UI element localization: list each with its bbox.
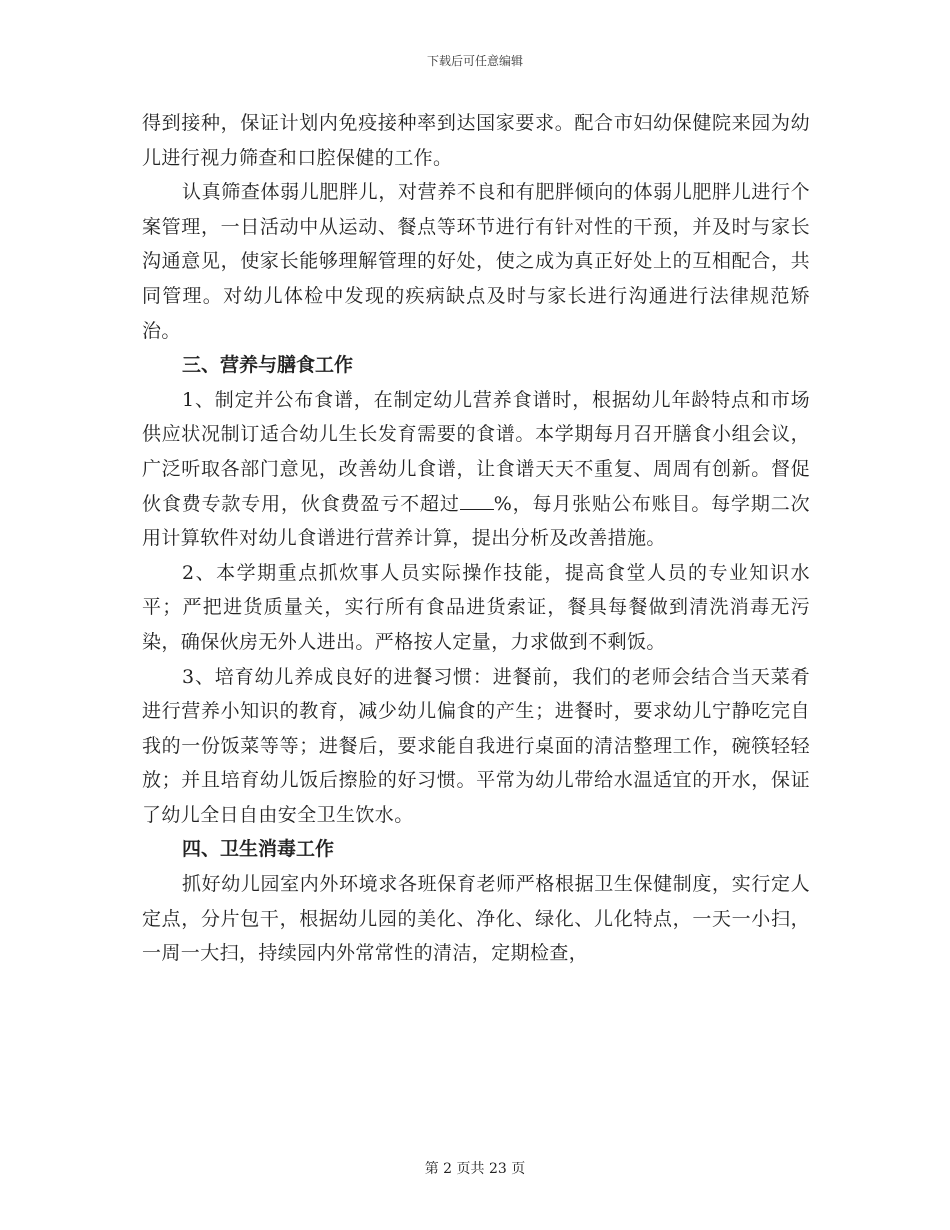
paragraph-eating-habits: 3、培育幼儿养成良好的进餐习惯：进餐前，我们的老师会结合当天菜肴进行营养小知识的教育，减少幼儿偏食的产生；进餐时，要求幼儿宁静吃完自我的一份饭菜等等；进餐后，要求能自我进行桌面的清洁整理工作，碗筷轻轻放；并且培育幼儿饭后擦脸的好习惯。平常为幼儿带给水温适宜的开水，保证了幼儿全日自由安全卫生饮水。 [142,665,810,826]
paragraph-kitchen-staff: 2、本学期重点抓炊事人员实际操作技能，提高食堂人员的专业知识水平；严把进货质量关，实行所有食品进货索证，餐具每餐做到清洗消毒无污染，确保伙房无外人进出。严格按人定量，力求做到不剩饭。 [142,561,810,653]
paragraph-cleaning: 抓好幼儿园室内外环境求各班保育老师严格根据卫生保健制度，实行定人定点，分片包干，根据幼儿园的美化、净化、绿化、儿化特点，一天一小扫，一周一大扫，持续园内外常常性的清洁，定期检查， [142,873,810,965]
section-heading-nutrition: 三、营养与膳食工作 [182,354,354,377]
paragraph-recipe-part1: 1、制定并公布食谱，在制定幼儿营养食谱时，根据幼儿年龄特点和市场供应状况制订适合幼儿生长发育需要的食谱。本学期每月召开膳食小组会议，广泛听取各部门意见，改善幼儿食谱，让食谱天天不重复、周周有创新。督促伙食费专款专用，伙食费盈亏不超过 [142,388,810,515]
paragraph-recipe [142,383,810,556]
page-number: 第 2 页共 23 页 [424,1161,526,1177]
paragraph-recipe-part2: %，每月张贴公布账目。每学期二次用计算软件对幼儿食谱进行营养计算，提出分析及改善措施。 [142,492,810,550]
section-heading-hygiene: 四、卫生消毒工作 [182,838,335,861]
document-body [142,106,810,971]
paragraph-weak-obese-children: 认真筛查体弱儿肥胖儿，对营养不良和有肥胖倾向的体弱儿肥胖儿进行个案管理，一日活动中从运动、餐点等环节进行有针对性的干预，并及时与家长沟通意见，使家长能够理解管理的好处，使之成为真正好处上的互相配合，共同管理。对幼儿体检中发现的疾病缺点及时与家长进行沟通进行法律规范矫治。 [142,181,810,342]
fill-in-blank [460,495,494,510]
page-header-note: 下载后可任意编辑 [426,54,523,68]
paragraph-immunization: 得到接种，保证计划内免疫接种率到达国家要求。配合市妇幼保健院来园为幼儿进行视力筛查和口腔保健的工作。 [142,112,810,169]
